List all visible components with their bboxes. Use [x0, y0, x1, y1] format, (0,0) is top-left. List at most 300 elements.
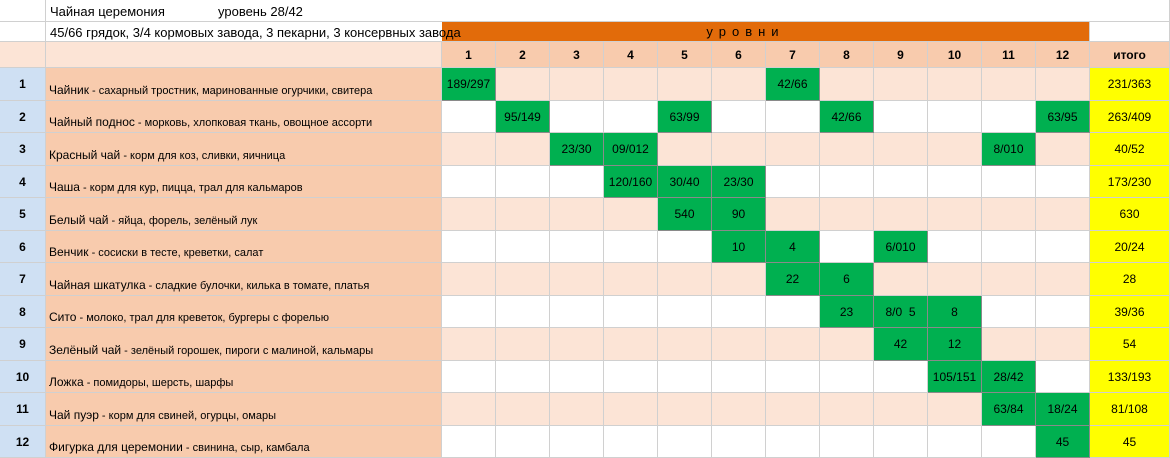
empty-cell[interactable] — [550, 361, 604, 393]
row-total-cell[interactable] — [1090, 361, 1170, 393]
row-total-cell[interactable] — [1090, 231, 1170, 263]
recipe-name-cell[interactable] — [46, 296, 442, 328]
empty-cell[interactable] — [442, 426, 496, 458]
level-value-cell[interactable] — [658, 101, 712, 133]
level-value: 8 — [951, 304, 958, 319]
row-total-value: 263/409 — [1107, 109, 1152, 124]
level-value: 6/010 — [885, 239, 916, 254]
recipe-item: Сито — [49, 310, 77, 324]
row-total-cell[interactable] — [1090, 296, 1170, 328]
recipe-ingredients: сладкие булочки, килька в томате, платья — [155, 280, 370, 292]
empty-cell[interactable] — [982, 68, 1036, 101]
empty-cell[interactable] — [550, 231, 604, 263]
empty-cell[interactable] — [658, 231, 712, 263]
empty-cell[interactable] — [550, 263, 604, 296]
level-column-label: 11 — [1002, 47, 1015, 62]
corner-cell-cols[interactable] — [0, 42, 46, 68]
row-number[interactable] — [0, 101, 46, 133]
title-row-end[interactable] — [1090, 0, 1170, 22]
empty-cell[interactable] — [658, 263, 712, 296]
row-total-value: 54 — [1122, 337, 1137, 351]
row-number-label: 1 — [19, 77, 26, 91]
empty-cell[interactable] — [874, 101, 928, 133]
level-value: 22 — [785, 272, 800, 286]
separator: - — [83, 377, 94, 389]
empty-cell[interactable] — [820, 198, 874, 231]
empty-cell[interactable] — [658, 426, 712, 458]
level-value: 105/151 — [932, 369, 977, 384]
recipe-ingredients: зелёный горошек, пироги с малиной, кальмары — [130, 345, 374, 357]
empty-cell[interactable] — [928, 166, 982, 198]
recipe-name-cell[interactable] — [46, 426, 442, 458]
empty-cell[interactable] — [604, 328, 658, 361]
level-value: 18/24 — [1047, 402, 1078, 416]
level-column-header[interactable] — [928, 42, 982, 68]
level-value: 95/149 — [504, 109, 541, 124]
recipe-name-cell[interactable] — [46, 231, 442, 263]
empty-cell[interactable] — [766, 426, 820, 458]
empty-cell[interactable] — [982, 263, 1036, 296]
level-value-cell[interactable] — [442, 68, 496, 101]
empty-cell[interactable] — [982, 101, 1036, 133]
row-total-cell[interactable] — [1090, 133, 1170, 166]
empty-cell[interactable] — [442, 101, 496, 133]
empty-cell[interactable] — [442, 393, 496, 426]
empty-cell[interactable] — [496, 198, 550, 231]
empty-cell[interactable] — [658, 393, 712, 426]
row-total-value: 39/36 — [1114, 304, 1145, 319]
empty-cell[interactable] — [496, 263, 550, 296]
level-value-cell[interactable] — [604, 166, 658, 198]
empty-cell[interactable] — [820, 328, 874, 361]
recipe-name-cell[interactable] — [46, 393, 442, 426]
empty-cell[interactable] — [496, 68, 550, 101]
recipe-name-cell[interactable] — [46, 361, 442, 393]
recipe-item: Чайный поднос — [49, 115, 135, 129]
level-column-header[interactable] — [658, 42, 712, 68]
empty-cell[interactable] — [874, 68, 928, 101]
empty-cell[interactable] — [604, 198, 658, 231]
level-value-cell[interactable] — [820, 263, 874, 296]
empty-cell[interactable] — [1036, 328, 1090, 361]
level-indicator: уровень 28/42 — [218, 4, 303, 19]
level-value-cell[interactable] — [1036, 101, 1090, 133]
level-value: 63/95 — [1047, 109, 1078, 124]
empty-cell[interactable] — [820, 426, 874, 458]
row-number[interactable] — [0, 68, 46, 101]
level-value: 120/160 — [608, 174, 653, 189]
empty-cell[interactable] — [820, 361, 874, 393]
empty-cell[interactable] — [712, 393, 766, 426]
row-total-cell[interactable] — [1090, 68, 1170, 101]
empty-cell[interactable] — [766, 133, 820, 166]
level-column-label: 2 — [519, 47, 526, 62]
recipe-name-cell[interactable] — [46, 328, 442, 361]
level-value: 10 — [731, 239, 746, 254]
separator: - — [120, 150, 131, 162]
level-value: 23/30 — [561, 142, 592, 156]
level-value: 23 — [839, 304, 854, 319]
row-number[interactable] — [0, 231, 46, 263]
row-number-label: 2 — [19, 109, 26, 124]
recipe-ingredients: корм для коз, сливки, яичница — [130, 150, 286, 162]
empty-cell[interactable] — [658, 133, 712, 166]
empty-cell[interactable] — [496, 361, 550, 393]
level-value: 23/30 — [723, 174, 754, 189]
level-column-header[interactable] — [982, 42, 1036, 68]
empty-cell[interactable] — [712, 101, 766, 133]
separator: - — [88, 85, 99, 97]
row-number-label: 3 — [19, 142, 26, 156]
row-number[interactable] — [0, 133, 46, 166]
total-header-label: итого — [1113, 47, 1146, 62]
level-value-cell[interactable] — [496, 101, 550, 133]
level-value: 28/42 — [993, 369, 1024, 384]
recipe-ingredients: помидоры, шерсть, шарфы — [93, 377, 234, 389]
row-total-cell[interactable] — [1090, 393, 1170, 426]
empty-cell[interactable] — [442, 328, 496, 361]
level-value-cell[interactable] — [874, 328, 928, 361]
empty-cell[interactable] — [550, 296, 604, 328]
row-number[interactable] — [0, 198, 46, 231]
empty-cell[interactable] — [820, 68, 874, 101]
empty-cell[interactable] — [658, 296, 712, 328]
empty-cell[interactable] — [928, 198, 982, 231]
empty-cell[interactable] — [712, 68, 766, 101]
separator: - — [108, 215, 119, 227]
empty-cell[interactable] — [1036, 296, 1090, 328]
empty-cell[interactable] — [712, 296, 766, 328]
empty-cell[interactable] — [658, 68, 712, 101]
level-column-header[interactable] — [874, 42, 928, 68]
row-number-label: 10 — [15, 369, 30, 384]
empty-cell[interactable] — [550, 426, 604, 458]
level-column-header[interactable] — [712, 42, 766, 68]
empty-cell[interactable] — [442, 198, 496, 231]
row-number-label: 12 — [15, 434, 30, 449]
empty-cell[interactable] — [550, 101, 604, 133]
level-value-cell[interactable] — [766, 263, 820, 296]
title-row[interactable] — [46, 0, 1090, 22]
level-value: 30/40 — [669, 174, 700, 189]
level-column-label: 12 — [1055, 47, 1070, 62]
row-number[interactable] — [0, 393, 46, 426]
empty-cell[interactable] — [1036, 198, 1090, 231]
empty-cell[interactable] — [550, 166, 604, 198]
recipe-ingredients: свинина, сыр, камбала — [192, 442, 310, 454]
recipe-item: Чаша — [49, 180, 80, 194]
level-value: 540 — [674, 207, 695, 221]
empty-cell[interactable] — [712, 133, 766, 166]
name-header-cell[interactable] — [46, 42, 442, 68]
level-value: 45 — [1055, 434, 1070, 449]
row-total-cell[interactable] — [1090, 198, 1170, 231]
row-total-value: 28 — [1122, 272, 1137, 286]
empty-cell[interactable] — [766, 328, 820, 361]
level-value-cell[interactable] — [712, 166, 766, 198]
empty-cell[interactable] — [604, 426, 658, 458]
empty-cell[interactable] — [550, 328, 604, 361]
empty-cell[interactable] — [442, 231, 496, 263]
empty-cell[interactable] — [982, 198, 1036, 231]
empty-cell[interactable] — [550, 198, 604, 231]
empty-cell[interactable] — [928, 101, 982, 133]
empty-cell[interactable] — [874, 198, 928, 231]
empty-cell[interactable] — [712, 426, 766, 458]
empty-cell[interactable] — [1036, 166, 1090, 198]
empty-cell[interactable] — [496, 231, 550, 263]
separator: - — [145, 280, 156, 292]
empty-cell[interactable] — [1036, 263, 1090, 296]
empty-cell[interactable] — [766, 361, 820, 393]
level-column-label: 4 — [627, 47, 634, 62]
level-column-header[interactable] — [820, 42, 874, 68]
separator: - — [79, 182, 90, 194]
empty-cell[interactable] — [820, 393, 874, 426]
empty-cell[interactable] — [928, 231, 982, 263]
empty-cell[interactable] — [766, 296, 820, 328]
level-value: 63/84 — [993, 402, 1024, 416]
level-value-cell[interactable] — [604, 133, 658, 166]
level-column-label: 5 — [681, 47, 688, 62]
level-column-label: 1 — [465, 47, 472, 62]
level-value-cell[interactable] — [982, 393, 1036, 426]
empty-cell[interactable] — [712, 361, 766, 393]
level-value-cell[interactable] — [820, 296, 874, 328]
empty-cell[interactable] — [496, 166, 550, 198]
level-value: 8/010 — [993, 142, 1024, 156]
empty-cell[interactable] — [766, 101, 820, 133]
empty-cell[interactable] — [874, 426, 928, 458]
level-value-cell[interactable] — [928, 296, 982, 328]
empty-cell[interactable] — [658, 361, 712, 393]
level-value: 12 — [947, 337, 962, 351]
recipe-ingredients: сосиски в тесте, креветки, салат — [98, 247, 264, 259]
row-total-cell[interactable] — [1090, 166, 1170, 198]
level-column-header[interactable] — [604, 42, 658, 68]
empty-cell[interactable] — [982, 296, 1036, 328]
recipe-name-cell[interactable] — [46, 101, 442, 133]
separator: - — [121, 345, 131, 357]
row-total-cell[interactable] — [1090, 328, 1170, 361]
empty-cell[interactable] — [604, 231, 658, 263]
empty-cell[interactable] — [712, 328, 766, 361]
empty-cell[interactable] — [604, 393, 658, 426]
summary-row-end[interactable] — [1090, 22, 1170, 42]
recipe-name-cell[interactable] — [46, 166, 442, 198]
level-column-label: 10 — [947, 47, 962, 62]
empty-cell[interactable] — [442, 263, 496, 296]
recipe-name-cell[interactable] — [46, 68, 442, 101]
level-value-cell[interactable] — [766, 231, 820, 263]
level-value-cell[interactable] — [928, 328, 982, 361]
level-value-cell[interactable] — [1036, 426, 1090, 458]
empty-cell[interactable] — [1036, 231, 1090, 263]
level-column-label: 8 — [843, 47, 850, 62]
levels-banner[interactable] — [442, 22, 1090, 42]
empty-cell[interactable] — [496, 296, 550, 328]
level-value-cell[interactable] — [982, 361, 1036, 393]
separator: - — [76, 312, 87, 324]
corner-cell-mid[interactable] — [0, 22, 46, 42]
row-number-label: 6 — [19, 239, 26, 254]
level-column-label: 3 — [573, 47, 580, 62]
empty-cell[interactable] — [712, 263, 766, 296]
level-value-cell[interactable] — [712, 198, 766, 231]
empty-cell[interactable] — [496, 393, 550, 426]
level-column-header[interactable] — [496, 42, 550, 68]
row-total-value: 630 — [1119, 207, 1140, 221]
recipe-item: Венчик — [49, 245, 89, 259]
level-value: 6 — [843, 272, 850, 286]
empty-cell[interactable] — [1036, 361, 1090, 393]
empty-cell[interactable] — [766, 198, 820, 231]
recipe-name-cell[interactable] — [46, 263, 442, 296]
row-total-value: 133/193 — [1107, 369, 1152, 384]
empty-cell[interactable] — [496, 328, 550, 361]
level-column-label: 6 — [735, 47, 742, 62]
level-value-cell[interactable] — [928, 361, 982, 393]
level-column-header[interactable] — [1036, 42, 1090, 68]
row-number[interactable] — [0, 296, 46, 328]
empty-cell[interactable] — [1036, 68, 1090, 101]
row-number[interactable] — [0, 426, 46, 458]
separator: - — [182, 442, 193, 454]
empty-cell[interactable] — [766, 166, 820, 198]
empty-cell[interactable] — [928, 133, 982, 166]
level-value: 63/99 — [669, 109, 700, 124]
empty-cell[interactable] — [496, 426, 550, 458]
row-number[interactable] — [0, 328, 46, 361]
level-value: 8/0 5 — [885, 304, 916, 319]
level-value: 42/66 — [831, 109, 862, 124]
empty-cell[interactable] — [604, 263, 658, 296]
empty-cell[interactable] — [604, 361, 658, 393]
sheet-title: Чайная церемония — [50, 4, 165, 19]
row-total-value: 20/24 — [1114, 239, 1145, 254]
recipe-item: Чай пуэр — [49, 408, 99, 422]
row-number[interactable] — [0, 263, 46, 296]
level-column-label: 7 — [789, 47, 796, 62]
recipe-item: Белый чай — [49, 213, 109, 227]
empty-cell[interactable] — [766, 393, 820, 426]
row-number[interactable] — [0, 166, 46, 198]
row-number-label: 11 — [16, 402, 29, 416]
recipe-ingredients: корм для кур, пицца, трал для кальмаров — [89, 182, 303, 194]
empty-cell[interactable] — [820, 166, 874, 198]
summary-cell[interactable] — [46, 22, 461, 42]
total-header[interactable] — [1090, 42, 1170, 68]
level-value: 42/66 — [777, 77, 808, 91]
row-total-value: 81/108 — [1111, 402, 1148, 416]
empty-cell[interactable] — [874, 361, 928, 393]
recipe-item: Чайник — [49, 83, 89, 97]
recipe-item: Ложка — [49, 375, 84, 389]
level-value-cell[interactable] — [658, 198, 712, 231]
level-value-cell[interactable] — [766, 68, 820, 101]
empty-cell[interactable] — [604, 68, 658, 101]
row-total-cell[interactable] — [1090, 101, 1170, 133]
level-column-header[interactable] — [550, 42, 604, 68]
empty-cell[interactable] — [928, 263, 982, 296]
level-column-header[interactable] — [442, 42, 496, 68]
corner-cell-top[interactable] — [0, 0, 46, 22]
empty-cell[interactable] — [928, 68, 982, 101]
empty-cell[interactable] — [820, 231, 874, 263]
recipe-ingredients: сахарный тростник, маринованные огурчики, свитера — [98, 85, 373, 97]
row-number-label: 4 — [19, 174, 26, 189]
row-number-label: 8 — [19, 304, 26, 319]
empty-cell[interactable] — [442, 296, 496, 328]
recipe-ingredients: морковь, хлопковая ткань, овощное ассорти — [144, 117, 373, 129]
empty-cell[interactable] — [1036, 133, 1090, 166]
row-number-label: 7 — [19, 272, 26, 286]
empty-cell[interactable] — [874, 166, 928, 198]
level-value-cell[interactable] — [820, 101, 874, 133]
recipe-item: Красный чай — [49, 148, 121, 162]
recipe-item: Зелёный чай — [49, 343, 122, 357]
empty-cell[interactable] — [982, 231, 1036, 263]
recipe-item: Чайная шкатулка — [49, 278, 146, 292]
level-value: 90 — [731, 207, 746, 221]
empty-cell[interactable] — [874, 133, 928, 166]
level-value: 42 — [893, 337, 908, 351]
empty-cell[interactable] — [874, 393, 928, 426]
empty-cell[interactable] — [442, 133, 496, 166]
empty-cell[interactable] — [982, 328, 1036, 361]
recipe-name-cell[interactable] — [46, 198, 442, 231]
empty-cell[interactable] — [550, 68, 604, 101]
recipe-item: Фигурка для церемонии — [49, 440, 183, 454]
level-value-cell[interactable] — [658, 166, 712, 198]
levels-banner-label: уровни — [706, 24, 785, 39]
row-total-value: 231/363 — [1107, 77, 1152, 91]
empty-cell[interactable] — [550, 393, 604, 426]
separator: - — [134, 117, 145, 129]
level-value-cell[interactable] — [874, 231, 928, 263]
empty-cell[interactable] — [442, 166, 496, 198]
level-value-cell[interactable] — [874, 296, 928, 328]
empty-cell[interactable] — [604, 296, 658, 328]
level-value-cell[interactable] — [982, 133, 1036, 166]
recipe-name-cell[interactable] — [46, 133, 442, 166]
empty-cell[interactable] — [874, 263, 928, 296]
empty-cell[interactable] — [442, 361, 496, 393]
recipe-ingredients: молоко, трал для креветок, бургеры с форелью — [86, 312, 330, 324]
level-column-label: 9 — [897, 47, 904, 62]
empty-cell[interactable] — [604, 101, 658, 133]
empty-cell[interactable] — [820, 133, 874, 166]
row-total-cell[interactable] — [1090, 426, 1170, 458]
level-column-header[interactable] — [766, 42, 820, 68]
empty-cell[interactable] — [928, 393, 982, 426]
row-total-cell[interactable] — [1090, 263, 1170, 296]
row-number[interactable] — [0, 361, 46, 393]
recipe-ingredients: корм для свиней, огурцы, омары — [108, 410, 276, 422]
empty-cell[interactable] — [658, 328, 712, 361]
level-value: 189/297 — [446, 77, 491, 91]
level-value-cell[interactable] — [550, 133, 604, 166]
level-value-cell[interactable] — [712, 231, 766, 263]
separator: - — [98, 410, 109, 422]
empty-cell[interactable] — [982, 166, 1036, 198]
empty-cell[interactable] — [928, 426, 982, 458]
level-value-cell[interactable] — [1036, 393, 1090, 426]
empty-cell[interactable] — [496, 133, 550, 166]
empty-cell[interactable] — [982, 426, 1036, 458]
level-value: 09/012 — [612, 142, 649, 156]
row-number-label: 9 — [19, 337, 26, 351]
